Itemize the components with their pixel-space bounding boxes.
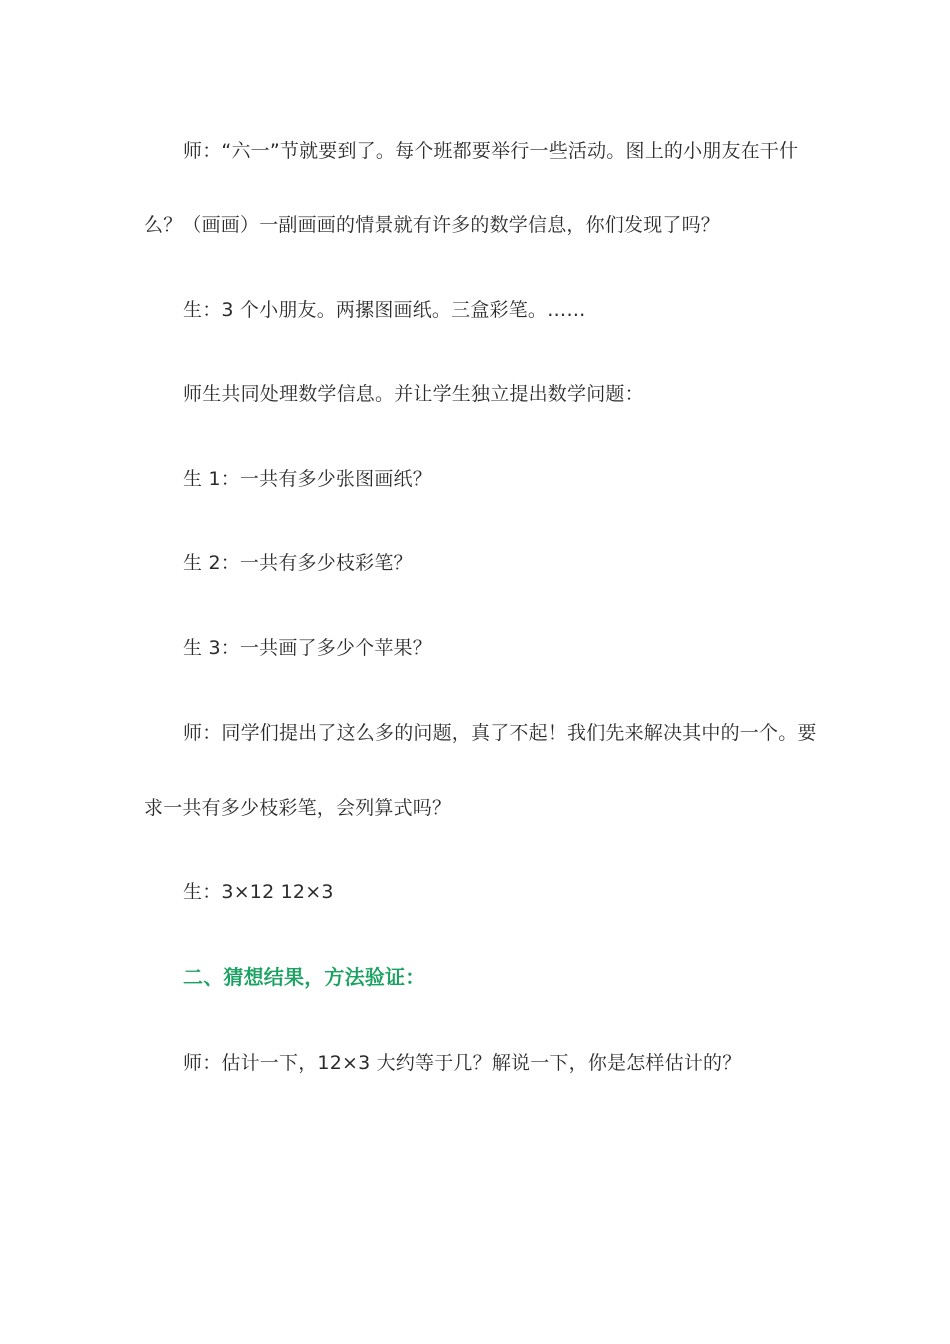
paragraph-line: 师生共同处理数学信息。并让学生独立提出数学问题： [183,383,644,405]
paragraph-line: 生 3：一共画了多少个苹果？ [183,637,432,659]
paragraph-line: 生：3×12 12×3 [183,881,334,903]
paragraph-line: 生 2：一共有多少枝彩笔？ [183,552,413,574]
paragraph-line: 生 1：一共有多少张图画纸？ [183,468,432,490]
paragraph-line: 么？（画画）一副画画的情景就有许多的数学信息，你们发现了吗？ [144,214,721,236]
paragraph-line: 师：同学们提出了这么多的问题，真了不起！我们先来解决其中的一个。要 [183,722,817,744]
paragraph-line: 生：3 个小朋友。两摞图画纸。三盒彩笔。…… [183,299,586,321]
paragraph-line: 师：估计一下，12×3 大约等于几？解说一下，你是怎样估计的？ [183,1052,742,1074]
paragraph-line: 求一共有多少枝彩笔，会列算式吗？ [144,797,452,819]
section-heading: 二、猜想结果，方法验证： [183,965,426,989]
paragraph-line: 师：“六一”节就要到了。每个班都要举行一些活动。图上的小朋友在干什 [183,140,799,162]
